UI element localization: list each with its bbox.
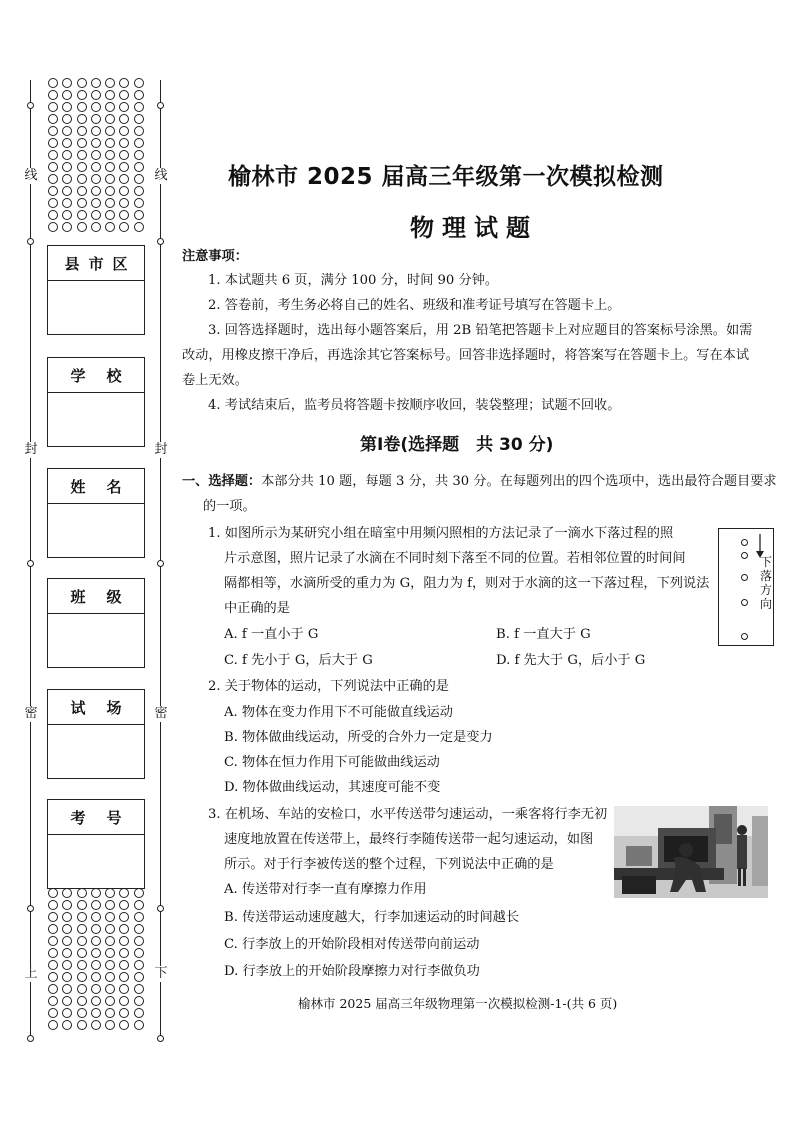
notice-line: 卷上无效。 xyxy=(182,373,248,388)
margin-dot xyxy=(105,186,115,196)
section-intro-text: 本部分共 10 题，每题 3 分，共 30 分。在每题列出的四个选项中，选出最符合题目要求 xyxy=(261,474,777,489)
margin-dot xyxy=(62,114,72,124)
q1-option-a: A. f 一直小于 G xyxy=(224,627,319,642)
margin-dot xyxy=(105,162,115,172)
margin-dot xyxy=(77,150,87,160)
margin-dot xyxy=(48,972,58,982)
photo-illustration xyxy=(614,806,768,898)
binding-hole xyxy=(157,102,164,109)
label-char: 名 xyxy=(106,477,122,496)
margin-dot xyxy=(105,900,115,910)
margin-dot xyxy=(48,912,58,922)
margin-dot xyxy=(119,936,129,946)
label-char: 号 xyxy=(106,808,122,827)
margin-dot xyxy=(48,174,58,184)
margin-dot xyxy=(62,138,72,148)
margin-dot xyxy=(91,186,101,196)
binding-hole xyxy=(27,560,34,567)
margin-dot xyxy=(91,900,101,910)
margin-dot xyxy=(134,900,144,910)
margin-dot xyxy=(62,1020,72,1030)
margin-dot xyxy=(77,186,87,196)
margin-dot xyxy=(77,78,87,88)
margin-dot xyxy=(48,114,58,124)
margin-dot xyxy=(119,186,129,196)
margin-dot xyxy=(48,150,58,160)
margin-dot xyxy=(91,960,101,970)
info-box-exam-number xyxy=(47,799,145,889)
margin-dot xyxy=(105,114,115,124)
binding-char: 密 xyxy=(24,706,38,721)
margin-dot xyxy=(91,996,101,1006)
binding-hole xyxy=(27,1035,34,1042)
subject-title: 物理试题 xyxy=(410,214,538,242)
margin-dot xyxy=(91,162,101,172)
margin-dot xyxy=(119,174,129,184)
margin-dot xyxy=(134,174,144,184)
margin-dot xyxy=(62,924,72,934)
margin-dot xyxy=(105,174,115,184)
binding-char: 上 xyxy=(24,966,38,981)
margin-dot xyxy=(48,984,58,994)
label-char: 试 xyxy=(70,698,86,717)
margin-dot xyxy=(62,90,72,100)
margin-dot xyxy=(91,984,101,994)
water-drop xyxy=(741,574,748,581)
binding-hole xyxy=(157,1035,164,1042)
margin-dot xyxy=(48,924,58,934)
margin-dot xyxy=(62,960,72,970)
margin-dot xyxy=(105,960,115,970)
margin-dot xyxy=(134,210,144,220)
margin-dot xyxy=(119,900,129,910)
q1-option-b: B. f 一直大于 G xyxy=(496,627,591,642)
margin-dot xyxy=(134,888,144,898)
margin-dot xyxy=(91,198,101,208)
margin-dot xyxy=(134,924,144,934)
margin-dot xyxy=(77,900,87,910)
q3-option-c: C. 行李放上的开始阶段相对传送带向前运动 xyxy=(224,937,480,952)
label-char: 考 xyxy=(70,808,86,827)
water-drop xyxy=(741,552,748,559)
margin-dot xyxy=(91,972,101,982)
margin-dot xyxy=(77,90,87,100)
margin-dot xyxy=(48,1020,58,1030)
margin-dot xyxy=(119,1020,129,1030)
margin-dot xyxy=(62,174,72,184)
margin-dot xyxy=(119,924,129,934)
margin-dot xyxy=(77,888,87,898)
margin-dot xyxy=(62,102,72,112)
q1-stem-line: 中正确的是 xyxy=(224,601,290,616)
margin-dot xyxy=(62,936,72,946)
q2-option-b: B. 物体做曲线运动，所受的合外力一定是变力 xyxy=(224,730,493,745)
margin-dot xyxy=(134,222,144,232)
info-box-exam-room xyxy=(47,689,145,779)
exam-number-field[interactable] xyxy=(48,835,144,887)
dot-grid-bottom xyxy=(48,888,148,1030)
binding-hole xyxy=(27,102,34,109)
margin-dot xyxy=(119,912,129,922)
margin-dot xyxy=(105,222,115,232)
margin-dot xyxy=(62,912,72,922)
info-box-county xyxy=(47,245,145,335)
margin-dot xyxy=(134,150,144,160)
margin-dot xyxy=(134,162,144,172)
label-char: 向 xyxy=(759,597,772,611)
margin-dot xyxy=(62,150,72,160)
margin-dot xyxy=(105,198,115,208)
security-check-photo xyxy=(614,806,768,898)
margin-dot xyxy=(134,972,144,982)
notice-line: 2. 答卷前，考生务必将自己的姓名、班级和准考证号填写在答题卡上。 xyxy=(208,298,621,313)
county-field[interactable] xyxy=(48,281,144,333)
margin-dot xyxy=(134,912,144,922)
binding-char: 下 xyxy=(154,966,168,981)
q2-option-d: D. 物体做曲线运动，其速度可能不变 xyxy=(224,780,441,795)
margin-dot xyxy=(91,90,101,100)
margin-dot xyxy=(91,210,101,220)
margin-dot xyxy=(134,936,144,946)
q3-stem-line: 3. 在机场、车站的安检口，水平传送带匀速运动，一乘客将行李无初 xyxy=(208,807,608,822)
class-field[interactable] xyxy=(48,614,144,666)
margin-dot xyxy=(48,198,58,208)
section-title: 第Ⅰ卷(选择题 共 30 分) xyxy=(360,435,554,455)
margin-dot xyxy=(134,138,144,148)
margin-dot xyxy=(62,210,72,220)
label-char: 校 xyxy=(106,366,122,385)
info-box-name xyxy=(47,468,145,558)
name-field[interactable] xyxy=(48,504,144,556)
q1-stem-line: 片示意图，照片记录了水滴在不同时刻下落至不同的位置。若相邻位置的时间间 xyxy=(224,551,686,566)
margin-dot xyxy=(119,960,129,970)
notice-line: 3. 回答选择题时，选出每小题答案后，用 2B 铅笔把答题卡上对应题目的答案标号涂黑。如需 xyxy=(208,323,753,338)
margin-dot xyxy=(91,1020,101,1030)
info-box-label xyxy=(48,690,144,725)
margin-dot xyxy=(105,936,115,946)
margin-dot xyxy=(62,198,72,208)
margin-dot xyxy=(105,102,115,112)
margin-dot xyxy=(48,888,58,898)
margin-dot xyxy=(105,984,115,994)
margin-dot xyxy=(91,150,101,160)
binding-hole xyxy=(27,905,34,912)
binding-hole xyxy=(157,905,164,912)
margin-dot xyxy=(91,888,101,898)
margin-dot xyxy=(77,924,87,934)
margin-dot xyxy=(105,210,115,220)
label-char: 姓 xyxy=(70,477,86,496)
margin-dot xyxy=(48,222,58,232)
q3-option-d: D. 行李放上的开始阶段摩擦力对行李做负功 xyxy=(224,964,480,979)
margin-dot xyxy=(105,1020,115,1030)
margin-dot xyxy=(119,162,129,172)
notice-line: 改动，用橡皮擦干净后，再选涂其它答案标号。回答非选择题时，将答案写在答题卡上。写在本试 xyxy=(182,348,750,363)
label-char: 县 xyxy=(64,254,80,273)
school-field[interactable] xyxy=(48,393,144,445)
q1-stem-line: 1. 如图所示为某研究小组在暗室中用频闪照相的方法记录了一滴水下落过程的照 xyxy=(208,526,674,541)
margin-dot xyxy=(77,138,87,148)
margin-dot xyxy=(105,78,115,88)
margin-dot xyxy=(134,996,144,1006)
margin-dot xyxy=(48,948,58,958)
margin-dot xyxy=(77,222,87,232)
margin-dot xyxy=(134,114,144,124)
margin-dot xyxy=(48,936,58,946)
exam-title: 榆林市 2025 届高三年级第一次模拟检测 xyxy=(228,164,664,190)
margin-dot xyxy=(119,150,129,160)
margin-dot xyxy=(77,996,87,1006)
margin-dot xyxy=(119,210,129,220)
margin-dot xyxy=(48,186,58,196)
margin-dot xyxy=(91,114,101,124)
margin-dot xyxy=(62,78,72,88)
margin-dot xyxy=(62,984,72,994)
margin-dot xyxy=(77,162,87,172)
water-drop xyxy=(741,599,748,606)
margin-dot xyxy=(48,102,58,112)
binding-char: 密 xyxy=(154,706,168,721)
margin-dot xyxy=(134,126,144,136)
margin-dot xyxy=(62,948,72,958)
notice-heading: 注意事项： xyxy=(182,249,248,264)
margin-dot xyxy=(105,138,115,148)
label-char: 级 xyxy=(106,587,122,606)
info-box-school xyxy=(47,357,145,447)
water-drop xyxy=(741,539,748,546)
margin-dot xyxy=(77,114,87,124)
margin-dot xyxy=(62,222,72,232)
q1-option-c: C. f 先小于 G，后大于 G xyxy=(224,653,373,668)
binding-char: 封 xyxy=(154,442,168,457)
q2-option-a: A. 物体在变力作用下不可能做直线运动 xyxy=(224,705,453,720)
margin-dot xyxy=(119,222,129,232)
margin-dot xyxy=(91,912,101,922)
q3-option-a: A. 传送带对行李一直有摩擦力作用 xyxy=(224,882,427,897)
margin-dot xyxy=(134,960,144,970)
margin-dot xyxy=(77,972,87,982)
margin-dot xyxy=(48,78,58,88)
margin-dot xyxy=(119,90,129,100)
margin-dot xyxy=(48,210,58,220)
binding-char: 线 xyxy=(24,168,38,183)
label-char: 区 xyxy=(112,254,128,273)
page-footer: 榆林市 2025 届高三年级物理第一次模拟检测-1-(共 6 页) xyxy=(298,996,618,1011)
margin-dot xyxy=(77,198,87,208)
margin-dot xyxy=(48,1008,58,1018)
margin-dot xyxy=(134,198,144,208)
margin-dot xyxy=(105,1008,115,1018)
margin-dot xyxy=(134,948,144,958)
section-intro-label: 一、选择题： xyxy=(182,474,262,489)
margin-dot xyxy=(77,936,87,946)
margin-dot xyxy=(62,900,72,910)
label-char: 下 xyxy=(759,555,772,569)
margin-dot xyxy=(119,198,129,208)
water-drop xyxy=(741,633,748,640)
margin-dot xyxy=(91,936,101,946)
fall-direction-label xyxy=(759,555,773,611)
margin-dot xyxy=(91,948,101,958)
margin-dot xyxy=(77,102,87,112)
q1-stem-line: 隔都相等，水滴所受的重力为 G，阻力为 f，则对于水滴的这一下落过程，下列说法 xyxy=(224,576,710,591)
info-box-class xyxy=(47,578,145,668)
info-box-label xyxy=(48,579,144,614)
margin-dot xyxy=(119,138,129,148)
margin-dot xyxy=(134,78,144,88)
q2-option-c: C. 物体在恒力作用下可能做曲线运动 xyxy=(224,755,440,770)
margin-dot xyxy=(105,126,115,136)
info-box-label xyxy=(48,469,144,504)
margin-dot xyxy=(77,1020,87,1030)
margin-dot xyxy=(77,174,87,184)
margin-dot xyxy=(62,996,72,1006)
margin-dot xyxy=(77,984,87,994)
margin-dot xyxy=(119,948,129,958)
margin-dot xyxy=(77,210,87,220)
margin-dot xyxy=(77,126,87,136)
label-char: 方 xyxy=(759,583,772,597)
binding-hole xyxy=(157,238,164,245)
margin-dot xyxy=(91,174,101,184)
q1-option-d: D. f 先大于 G，后小于 G xyxy=(496,653,646,668)
margin-dot xyxy=(119,888,129,898)
margin-dot xyxy=(105,948,115,958)
margin-dot xyxy=(119,78,129,88)
margin-dot xyxy=(105,924,115,934)
margin-dot xyxy=(48,162,58,172)
margin-dot xyxy=(77,960,87,970)
margin-dot xyxy=(105,888,115,898)
margin-dot xyxy=(91,126,101,136)
margin-dot xyxy=(48,996,58,1006)
margin-dot xyxy=(77,912,87,922)
label-char: 班 xyxy=(70,587,86,606)
margin-dot xyxy=(119,126,129,136)
section-intro-cont: 的一项。 xyxy=(203,499,256,514)
binding-char: 线 xyxy=(154,168,168,183)
margin-dot xyxy=(105,90,115,100)
margin-dot xyxy=(62,126,72,136)
section-intro xyxy=(182,473,777,490)
margin-dot xyxy=(48,138,58,148)
notice-line: 1. 本试题共 6 页，满分 100 分，时间 90 分钟。 xyxy=(208,273,499,288)
margin-dot xyxy=(134,1020,144,1030)
margin-dot xyxy=(62,972,72,982)
margin-dot xyxy=(119,984,129,994)
margin-dot xyxy=(119,972,129,982)
margin-dot xyxy=(48,960,58,970)
info-box-label xyxy=(48,246,144,281)
margin-dot xyxy=(91,222,101,232)
label-char: 落 xyxy=(759,569,772,583)
label-char: 学 xyxy=(70,366,86,385)
q3-stem-line: 所示。对于行李被传送的整个过程，下列说法中正确的是 xyxy=(224,857,554,872)
margin-dot xyxy=(62,186,72,196)
info-box-label xyxy=(48,358,144,393)
margin-dot xyxy=(105,150,115,160)
margin-dot xyxy=(62,888,72,898)
margin-dot xyxy=(134,1008,144,1018)
margin-dot xyxy=(119,1008,129,1018)
margin-dot xyxy=(105,996,115,1006)
q1-figure xyxy=(718,528,774,646)
label-char: 市 xyxy=(88,254,104,273)
margin-dot xyxy=(119,114,129,124)
notice-line: 4. 考试结束后，监考员将答题卡按顺序收回，装袋整理；试题不回收。 xyxy=(208,398,621,413)
margin-dot xyxy=(134,102,144,112)
margin-dot xyxy=(105,972,115,982)
q3-option-b: B. 传送带运动速度越大，行李加速运动的时间越长 xyxy=(224,910,520,925)
exam-room-field[interactable] xyxy=(48,725,144,777)
binding-char: 封 xyxy=(24,442,38,457)
margin-dot xyxy=(119,996,129,1006)
margin-dot xyxy=(48,126,58,136)
margin-dot xyxy=(77,948,87,958)
margin-dot xyxy=(62,162,72,172)
margin-dot xyxy=(62,1008,72,1018)
q3-stem-line: 速度地放置在传送带上，最终行李随传送带一起匀速运动，如图 xyxy=(224,832,594,847)
margin-dot xyxy=(77,1008,87,1018)
margin-dot xyxy=(105,912,115,922)
margin-dot xyxy=(119,102,129,112)
q2-stem: 2. 关于物体的运动，下列说法中正确的是 xyxy=(208,679,449,694)
margin-dot xyxy=(91,102,101,112)
info-box-label xyxy=(48,800,144,835)
margin-dot xyxy=(48,900,58,910)
margin-dot xyxy=(91,138,101,148)
margin-dot xyxy=(91,78,101,88)
margin-dot xyxy=(91,1008,101,1018)
margin-dot xyxy=(48,90,58,100)
margin-dot xyxy=(134,984,144,994)
dot-grid-top xyxy=(48,78,148,232)
margin-dot xyxy=(134,90,144,100)
binding-hole xyxy=(157,560,164,567)
margin-dot xyxy=(134,186,144,196)
margin-dot xyxy=(91,924,101,934)
binding-hole xyxy=(27,238,34,245)
label-char: 场 xyxy=(106,698,122,717)
